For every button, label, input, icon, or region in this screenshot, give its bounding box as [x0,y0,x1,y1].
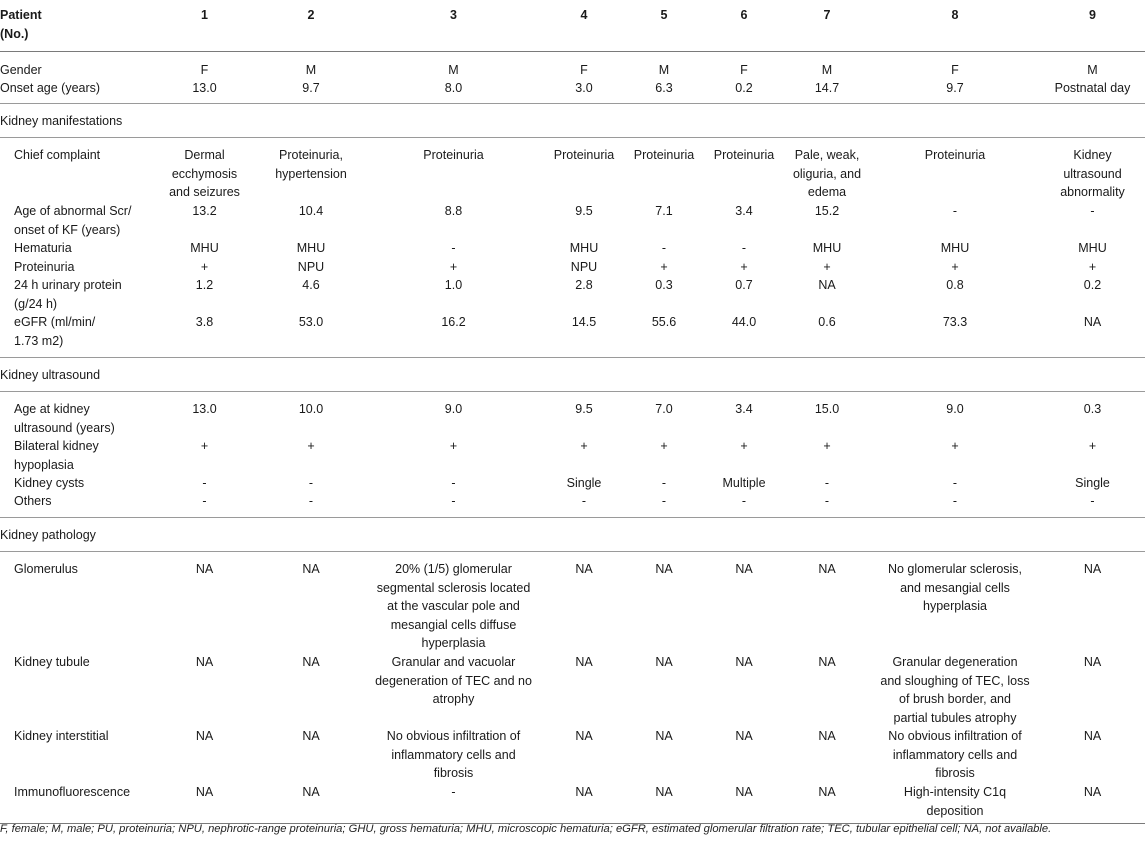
table-row-cell: - [581,494,587,508]
table-row-cell: 9.7 [302,81,320,95]
table-row-cell: NA [735,655,753,669]
table-row-cell: 2.8 [575,278,593,292]
table-row-cell: 0.2 [735,81,753,95]
table-row-cell: + [200,260,209,274]
table-row-cell: - [451,785,456,799]
table-row-cell: M [448,63,459,77]
table-row-cell: 3.4 [735,204,753,218]
table-row-cell: MHU [940,241,970,255]
table-row-cell: 7.0 [655,402,673,416]
header-cell: 9 [1089,8,1096,22]
table-row-cell: 44.0 [731,315,757,329]
table-row-cell: - [741,241,747,255]
table-row-cell: - [202,494,207,508]
table-row-cell: Pale, weak, oliguria, and edema [792,148,862,199]
table-row-cell: - [661,494,667,508]
table-row-cell: 0.7 [735,278,753,292]
table-row-cell: NA [302,785,320,799]
table-row-cell: Proteinuria, hypertension [275,148,347,181]
table-row-cell: 3.8 [195,315,214,329]
table-row-cell: NA [655,562,673,576]
header-cell: 1 [201,8,208,22]
table-row-label: eGFR (ml/min/ 1.73 m2) [14,315,96,348]
header-cell: 8 [951,8,959,22]
table-row-cell: M [658,63,670,77]
section-title: Kidney ultrasound [0,368,101,382]
table-row-cell: - [451,494,456,508]
table-row-cell: Granular degeneration and sloughing of TEC, loss of brush border, and partial tubules atrophy [880,655,1030,725]
table-row-cell: MHU [812,241,842,255]
table-row-cell: 1.0 [444,278,463,292]
table-row-cell: Single [566,476,602,490]
table-row-cell: M [1087,63,1098,77]
section-title: Kidney pathology [0,528,96,542]
table-row-cell: - [202,476,207,490]
table-row-cell: 9.5 [575,204,593,218]
table-row-label: Gender [0,63,42,77]
table-row-cell: M [821,63,833,77]
table-row-cell: F [951,63,959,77]
header-cell: 6 [740,8,748,22]
table-row-cell: NA [1083,655,1102,669]
table-row-cell: + [740,439,748,453]
table-row-cell: Postnatal day [1054,81,1131,95]
table-row-cell: Proteinuria [423,148,484,162]
table-row-cell: NA [818,562,836,576]
table-row-cell: - [824,476,830,490]
table-row-cell: 53.0 [298,315,324,329]
table-row-cell: NA [302,655,320,669]
table-row-cell: 8.8 [444,204,463,218]
header-cell: 2 [307,8,315,22]
table-row-cell: NA [302,562,320,576]
table-row-cell: - [661,476,667,490]
table-row-cell: 14.7 [814,81,840,95]
table-row-label: 24 h urinary protein (g/24 h) [14,278,122,311]
table-row-cell: NA [655,729,673,743]
table-row-cell: Kidney ultrasound abnormality [1060,148,1125,199]
table-row-cell: 10.4 [298,204,324,218]
table-rule [0,103,1145,104]
table-row-cell: 7.1 [655,204,673,218]
table-row-cell: 0.3 [1083,402,1102,416]
table-row-cell: High-intensity C1q deposition [903,785,1007,818]
table-row-cell: MHU [296,241,326,255]
table-row-label: Chief complaint [14,148,101,162]
table-row-cell: NA [735,785,753,799]
table-row-cell: 9.5 [575,402,593,416]
table-row-cell: 6.3 [655,81,673,95]
table-row-cell: 9.0 [946,402,964,416]
table-row-cell: 10.0 [298,402,324,416]
table-row-cell: NA [818,729,836,743]
header-cell: 7 [823,8,831,22]
table-row-label: Others [14,494,52,508]
table-row-cell: 9.7 [946,81,964,95]
table-row-label: Glomerulus [14,562,78,576]
table-row-label: Age of abnormal Scr/ onset of KF (years) [14,204,132,237]
table-row-cell: 4.6 [302,278,320,292]
table-row-cell: + [1088,439,1097,453]
table-row-cell: No glomerular sclerosis, and mesangial cells hyperplasia [887,562,1023,613]
table-row-cell: + [449,439,458,453]
table-row-cell: Proteinuria [553,148,615,162]
table-row-cell: F [580,63,588,77]
table-row-cell: Proteinuria [924,148,986,162]
table-row-cell: - [741,494,747,508]
table-rule [0,137,1145,138]
table-row-cell: + [823,439,831,453]
table-row-cell: 15.2 [814,204,840,218]
table-row-cell: NA [195,655,214,669]
table-row-cell: - [952,494,958,508]
table-row-cell: 8.0 [444,81,463,95]
table-row-cell: - [451,476,456,490]
table-row-cell: 3.0 [575,81,593,95]
table-row-label: Age at kidney ultrasound (years) [14,402,115,435]
table-row-cell: - [824,494,830,508]
table-row-cell: NA [818,655,836,669]
table-row-cell: 16.2 [441,315,466,329]
table-row-cell: Dermal ecchymosis and seizures [169,148,240,199]
table-row-cell: 9.0 [444,402,463,416]
table-row-cell: - [952,476,958,490]
table-row-cell: - [1090,204,1095,218]
table-row-cell: + [660,439,668,453]
table-row-cell: F [740,63,748,77]
table-row-cell: F [200,63,209,77]
table-row-cell: Single [1075,476,1110,490]
table-row-cell: NA [575,729,593,743]
table-row-cell: NA [655,655,673,669]
table-row-label: Kidney interstitial [14,729,109,743]
table-row-cell: - [308,476,314,490]
table-row-cell: NA [1083,315,1102,329]
header-cell: 5 [660,8,668,22]
table-rule [0,551,1145,552]
table-row-cell: + [1088,260,1097,274]
table-row-cell: NA [575,562,593,576]
table-row-cell: MHU [190,241,219,255]
table-row-cell: 20% (1/5) glomerular segmental sclerosis located at the vascular pole and mesangial cells diffuse hyperplasia [376,562,531,650]
table-row-label: Hematuria [14,241,72,255]
table-row-cell: 13.0 [192,81,217,95]
table-row-cell: 55.6 [651,315,677,329]
table-row-cell: - [661,241,667,255]
table-row-cell: MHU [569,241,599,255]
table-row-label: Bilateral kidney hypoplasia [14,439,99,472]
table-row-cell: 13.0 [192,402,217,416]
table-row-cell: NA [575,785,593,799]
table-row-cell: - [952,204,958,218]
table-row-cell: NA [195,729,214,743]
table-row-cell: + [951,439,959,453]
table-row-cell: Proteinuria [713,148,775,162]
table-row-cell: 15.0 [814,402,840,416]
table-row-cell: - [1090,494,1095,508]
table-row-label: Immunofluorescence [14,785,131,799]
table-row-cell: M [305,63,317,77]
table-row-cell: Granular and vacuolar degeneration of TEC and no atrophy [375,655,532,706]
header-cell: 4 [580,8,588,22]
table-row-cell: + [580,439,588,453]
table-row-cell: + [307,439,315,453]
table-row-cell: NA [655,785,673,799]
table-row-cell: + [951,260,959,274]
header-cell: 3 [450,8,457,22]
table-rule [0,391,1145,392]
table-row-cell: NA [195,562,214,576]
table-row-cell: MHU [1078,241,1107,255]
table-row-cell: - [308,494,314,508]
table-row-label: Onset age (years) [0,81,101,95]
table-row-cell: 3.4 [735,402,753,416]
table-row-cell: NA [1083,562,1102,576]
table-row-label: Proteinuria [14,260,75,274]
table-row-cell: 73.3 [942,315,968,329]
table-row-cell: + [740,260,748,274]
table-row-cell: No obvious infiltration of inflammatory cells and fibrosis [386,729,521,780]
table-row-cell: 14.5 [571,315,597,329]
table-rule [0,517,1145,518]
table-row-cell: NA [735,729,753,743]
table-row-cell: NA [302,729,320,743]
table-row-cell: No obvious infiltration of inflammatory cells and fibrosis [888,729,1022,780]
table-row-label: Kidney tubule [14,655,90,669]
table-row-cell: 0.6 [818,315,836,329]
table-rule [0,357,1145,358]
table-row-cell: NA [195,785,214,799]
table-row-cell: NA [818,278,836,292]
table-row-cell: + [200,439,209,453]
table-row-cell: NA [1083,785,1102,799]
table-row-cell: NPU [570,260,598,274]
table-footnote: F, female; M, male; PU, proteinuria; NPU, nephrotic-range proteinuria; GHU, gross hematuria; MHU, microscopic hematuria; eGFR, estimated glomerular filtration rate; TEC, tubular epithelial cell; NA, not available. [0,823,1052,835]
table-row-cell: + [823,260,831,274]
table-row-cell: NA [735,562,753,576]
table-row-cell: - [451,241,456,255]
table-row-cell: 0.2 [1083,278,1102,292]
table-row-label: Kidney cysts [14,476,85,490]
table-row-cell: NA [575,655,593,669]
table-row-cell: 13.2 [192,204,217,218]
table-row-cell: 0.3 [655,278,673,292]
table-row-cell: Multiple [722,476,766,490]
table-row-cell: NPU [297,260,325,274]
table-row-cell: + [660,260,668,274]
table-row-cell: Proteinuria [633,148,695,162]
table-row-cell: + [449,260,458,274]
section-title: Kidney manifestations [0,114,123,128]
table-row-cell: 0.8 [946,278,964,292]
header-label: Patient (No.) [0,8,42,41]
table-row-cell: 1.2 [195,278,214,292]
table-rule [0,51,1145,52]
table-row-cell: NA [818,785,836,799]
table-row-cell: NA [1083,729,1102,743]
